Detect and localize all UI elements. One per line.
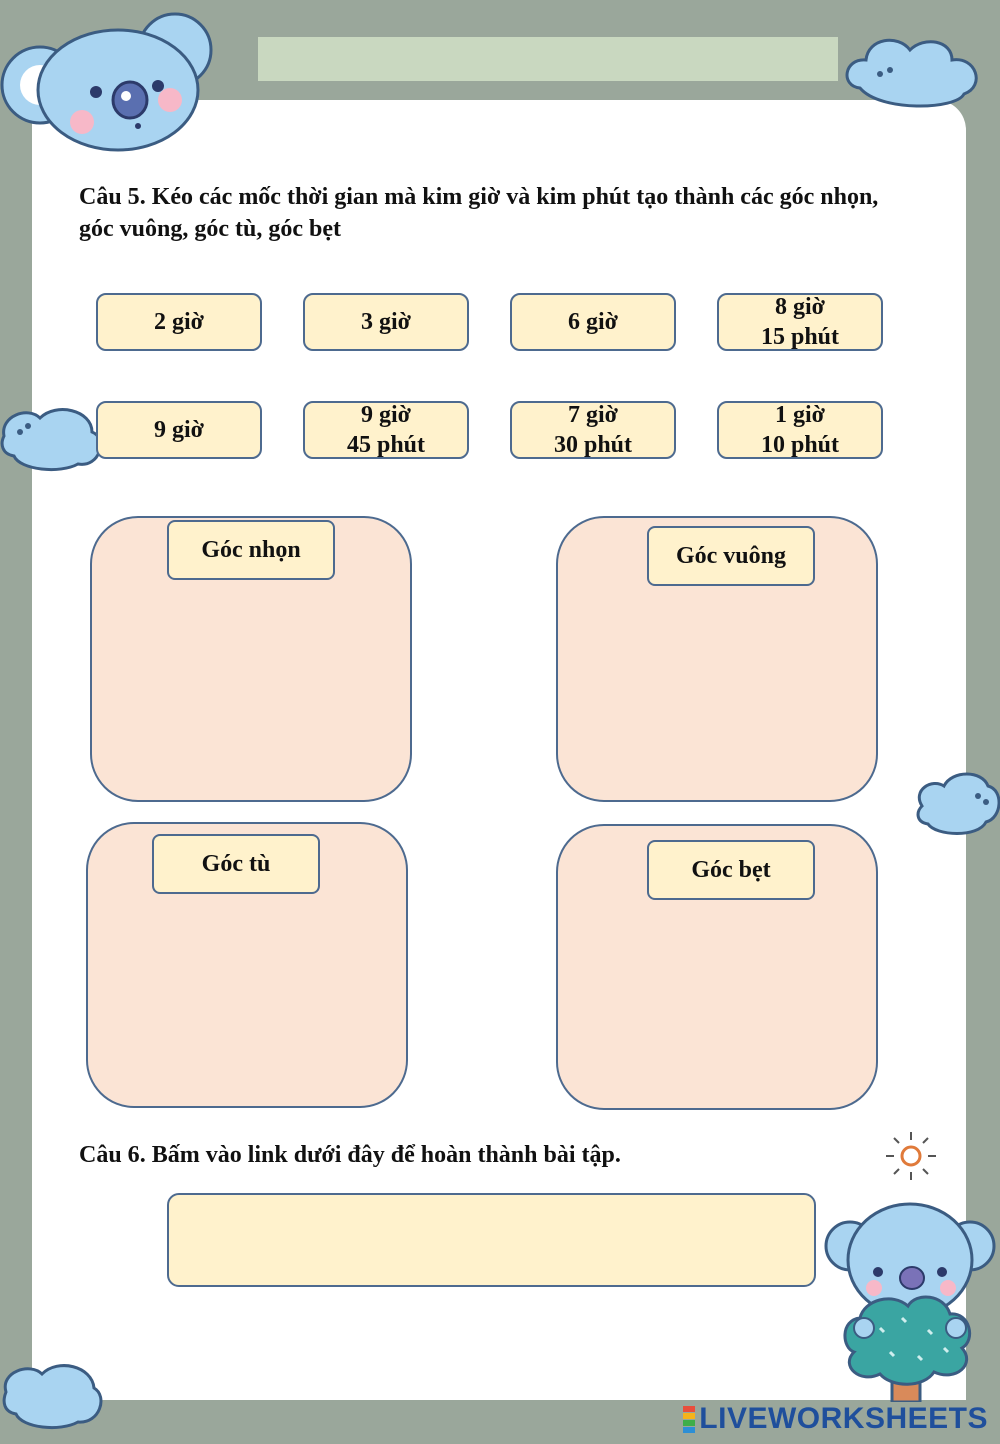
- time-chip-line1: 6 giờ: [568, 309, 618, 335]
- cloud-paw-icon: [840, 28, 990, 118]
- liveworksheets-mark-icon: [683, 1406, 695, 1433]
- liveworksheets-logo[interactable]: [683, 1402, 988, 1436]
- drop-zone-label-straight: Góc bẹt: [647, 840, 815, 900]
- time-chip-line1: 3 giờ: [361, 309, 411, 335]
- time-chip-line2: 30 phút: [553, 432, 633, 458]
- cloud-paw-right-icon: [912, 766, 1000, 838]
- time-chip[interactable]: [96, 293, 262, 351]
- time-chip-line2: 10 phút: [760, 432, 840, 458]
- question-5-body: . Kéo các mốc thời gian mà kim giờ và kim phút tạo thành các góc nhọn, góc vuông, góc tù, góc bẹt: [79, 184, 879, 242]
- time-chip-line1: 7 giờ: [568, 402, 618, 428]
- header-banner: [258, 37, 838, 81]
- koala-tree-icon: [820, 1188, 1000, 1402]
- time-chip[interactable]: [303, 293, 469, 351]
- time-chip[interactable]: [96, 401, 262, 459]
- time-chip-line1: 2 giờ: [154, 309, 204, 335]
- cloud-paw-left-icon: [0, 398, 110, 473]
- brand-text: LIVEWORKSHEETS: [699, 1402, 988, 1435]
- question-6-number: Câu 6: [79, 1142, 140, 1168]
- cloud-paw-bottom-icon: [0, 1352, 110, 1432]
- time-chip[interactable]: [510, 401, 676, 459]
- time-chip-line1: 1 giờ: [775, 402, 825, 428]
- time-chip-line1: 8 giờ: [775, 294, 825, 320]
- time-chip[interactable]: [717, 293, 883, 351]
- drop-zone-label-obtuse: Góc tù: [152, 834, 320, 894]
- question-6-text: [79, 1139, 899, 1171]
- question-6-body: . Bấm vào link dưới đây để hoàn thành bài tập.: [139, 1142, 621, 1168]
- time-chip[interactable]: [303, 401, 469, 459]
- time-chip-line1: 9 giờ: [361, 402, 411, 428]
- koala-top-left-icon: [0, 0, 220, 160]
- time-chip-line1: 9 giờ: [154, 417, 204, 443]
- time-chip-line2: 45 phút: [346, 432, 426, 458]
- time-chip-line2: 15 phút: [760, 324, 840, 350]
- question-5-text: [79, 181, 899, 245]
- link-box[interactable]: [167, 1193, 816, 1287]
- question-5-number: Câu 5: [79, 184, 140, 210]
- drop-zone-label-right: Góc vuông: [647, 526, 815, 586]
- drop-zone-label-acute: Góc nhọn: [167, 520, 335, 580]
- time-chip[interactable]: [510, 293, 676, 351]
- time-chip[interactable]: [717, 401, 883, 459]
